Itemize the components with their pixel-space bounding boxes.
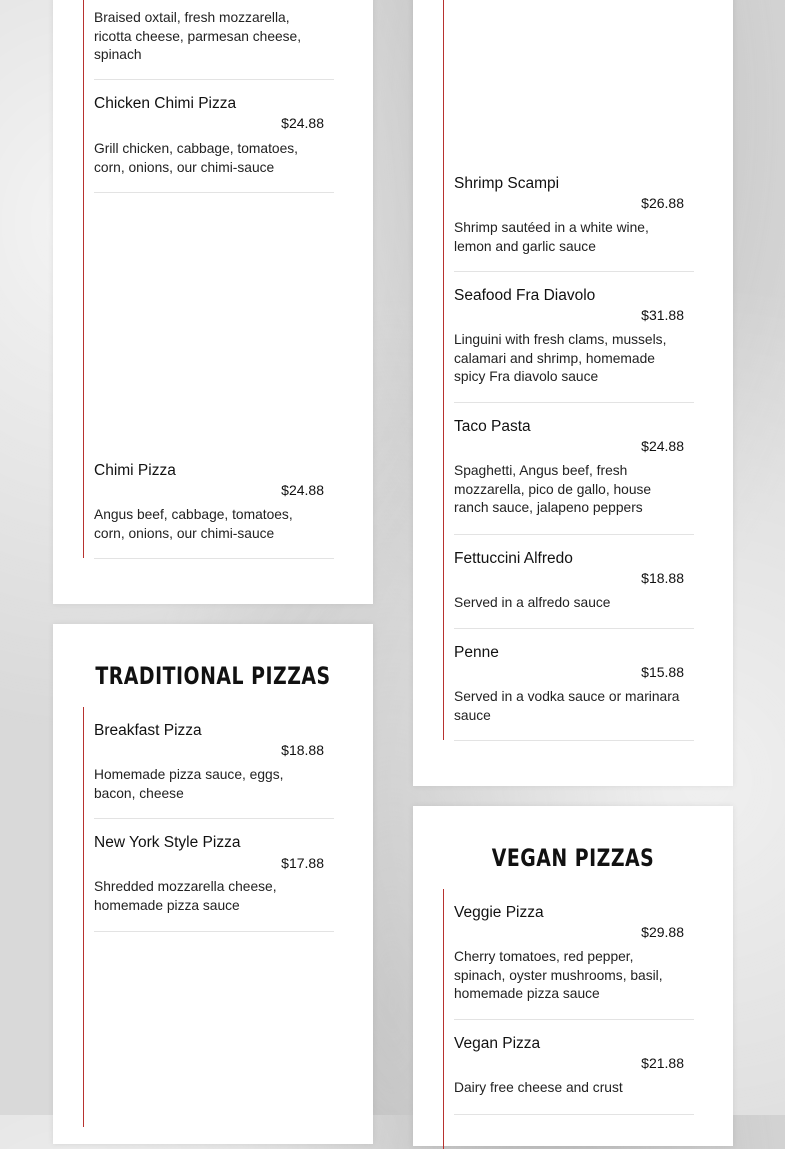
menu-item-price: $24.88 (641, 438, 684, 454)
menu-item (94, 819, 334, 932)
menu-items-list (83, 0, 334, 558)
menu-item-name: Chicken Chimi Pizza (94, 95, 237, 112)
menu-item-description: Served in a vodka sauce or marinara sauce (454, 689, 680, 723)
menu-card-vegan-pizzas (413, 806, 733, 1146)
menu-items-list (83, 707, 334, 1127)
menu-item-price: $24.88 (281, 115, 324, 131)
menu-item-description: Served in a alfredo sauce (454, 595, 611, 610)
menu-item-name: Veggie Pizza (454, 904, 544, 921)
menu-item-description: Cherry tomatoes, red pepper, spinach, oyster mushrooms, basil, homemade pizza sauce (454, 949, 663, 1001)
menu-item (94, 446, 334, 559)
menu-items-list (443, 889, 694, 1149)
menu-item (454, 160, 694, 272)
menu-item-name: Breakfast Pizza (94, 722, 202, 739)
menu-item (454, 629, 694, 741)
menu-item-name: New York Style Pizza (94, 834, 241, 851)
menu-item-description: Linguini with fresh clams, mussels, calamari and shrimp, homemade spicy Fra diavolo sauce (454, 332, 667, 384)
menu-item-price: $24.88 (281, 482, 324, 498)
menu-item (454, 272, 694, 403)
menu-item (454, 889, 694, 1020)
menu-item (454, 1020, 694, 1115)
menu-item-description: Braised oxtail, fresh mozzarella, ricotta cheese, parmesan cheese, spinach (94, 10, 302, 62)
section-title: VEGAN PIZZAS (491, 844, 655, 872)
menu-item-description: Homemade pizza sauce, eggs, bacon, cheese (94, 767, 284, 801)
menu-item-name: Taco Pasta (454, 418, 531, 435)
menu-item-name: Fettuccini Alfredo (454, 550, 573, 567)
menu-card-pasta (413, 0, 733, 786)
menu-item (94, 80, 334, 193)
menu-item-description: Dairy free cheese and crust (454, 1080, 623, 1095)
section-title: TRADITIONAL PIZZAS (95, 662, 331, 690)
menu-item-description: Shrimp sautéed in a white wine, lemon and garlic sauce (454, 220, 649, 254)
menu-item-name: Seafood Fra Diavolo (454, 287, 596, 304)
menu-item-name: Chimi Pizza (94, 462, 176, 479)
menu-item (454, 535, 694, 629)
menu-item-description: Spaghetti, Angus beef, fresh mozzarella, pico de gallo, house ranch sauce, jalapeno peppers (454, 463, 652, 515)
menu-items-list (443, 0, 694, 740)
menu-item-price: $29.88 (641, 924, 684, 940)
menu-item (94, 707, 334, 819)
menu-card-specialty-pizzas (53, 0, 373, 604)
menu-card-traditional-pizzas (53, 624, 373, 1144)
menu-item-description: Angus beef, cabbage, tomatoes, corn, onions, our chimi-sauce (94, 507, 293, 541)
menu-item-description: Grill chicken, cabbage, tomatoes, corn, onions, our chimi-sauce (94, 141, 298, 175)
menu-item (454, 403, 694, 535)
menu-item-price: $17.88 (281, 855, 324, 871)
menu-item-name: Shrimp Scampi (454, 175, 560, 192)
menu-item-name: Penne (454, 644, 499, 661)
menu-item-price: $31.88 (641, 307, 684, 323)
menu-item-price: $26.88 (641, 195, 684, 211)
menu-item-price: $18.88 (641, 570, 684, 586)
menu-item-name: Vegan Pizza (454, 1035, 541, 1052)
menu-item-description: Shredded mozzarella cheese, homemade pizza sauce (94, 879, 277, 913)
menu-item-price: $18.88 (281, 742, 324, 758)
menu-item-price: $15.88 (641, 664, 684, 680)
menu-item (94, 0, 334, 80)
menu-item-price: $21.88 (641, 1055, 684, 1071)
